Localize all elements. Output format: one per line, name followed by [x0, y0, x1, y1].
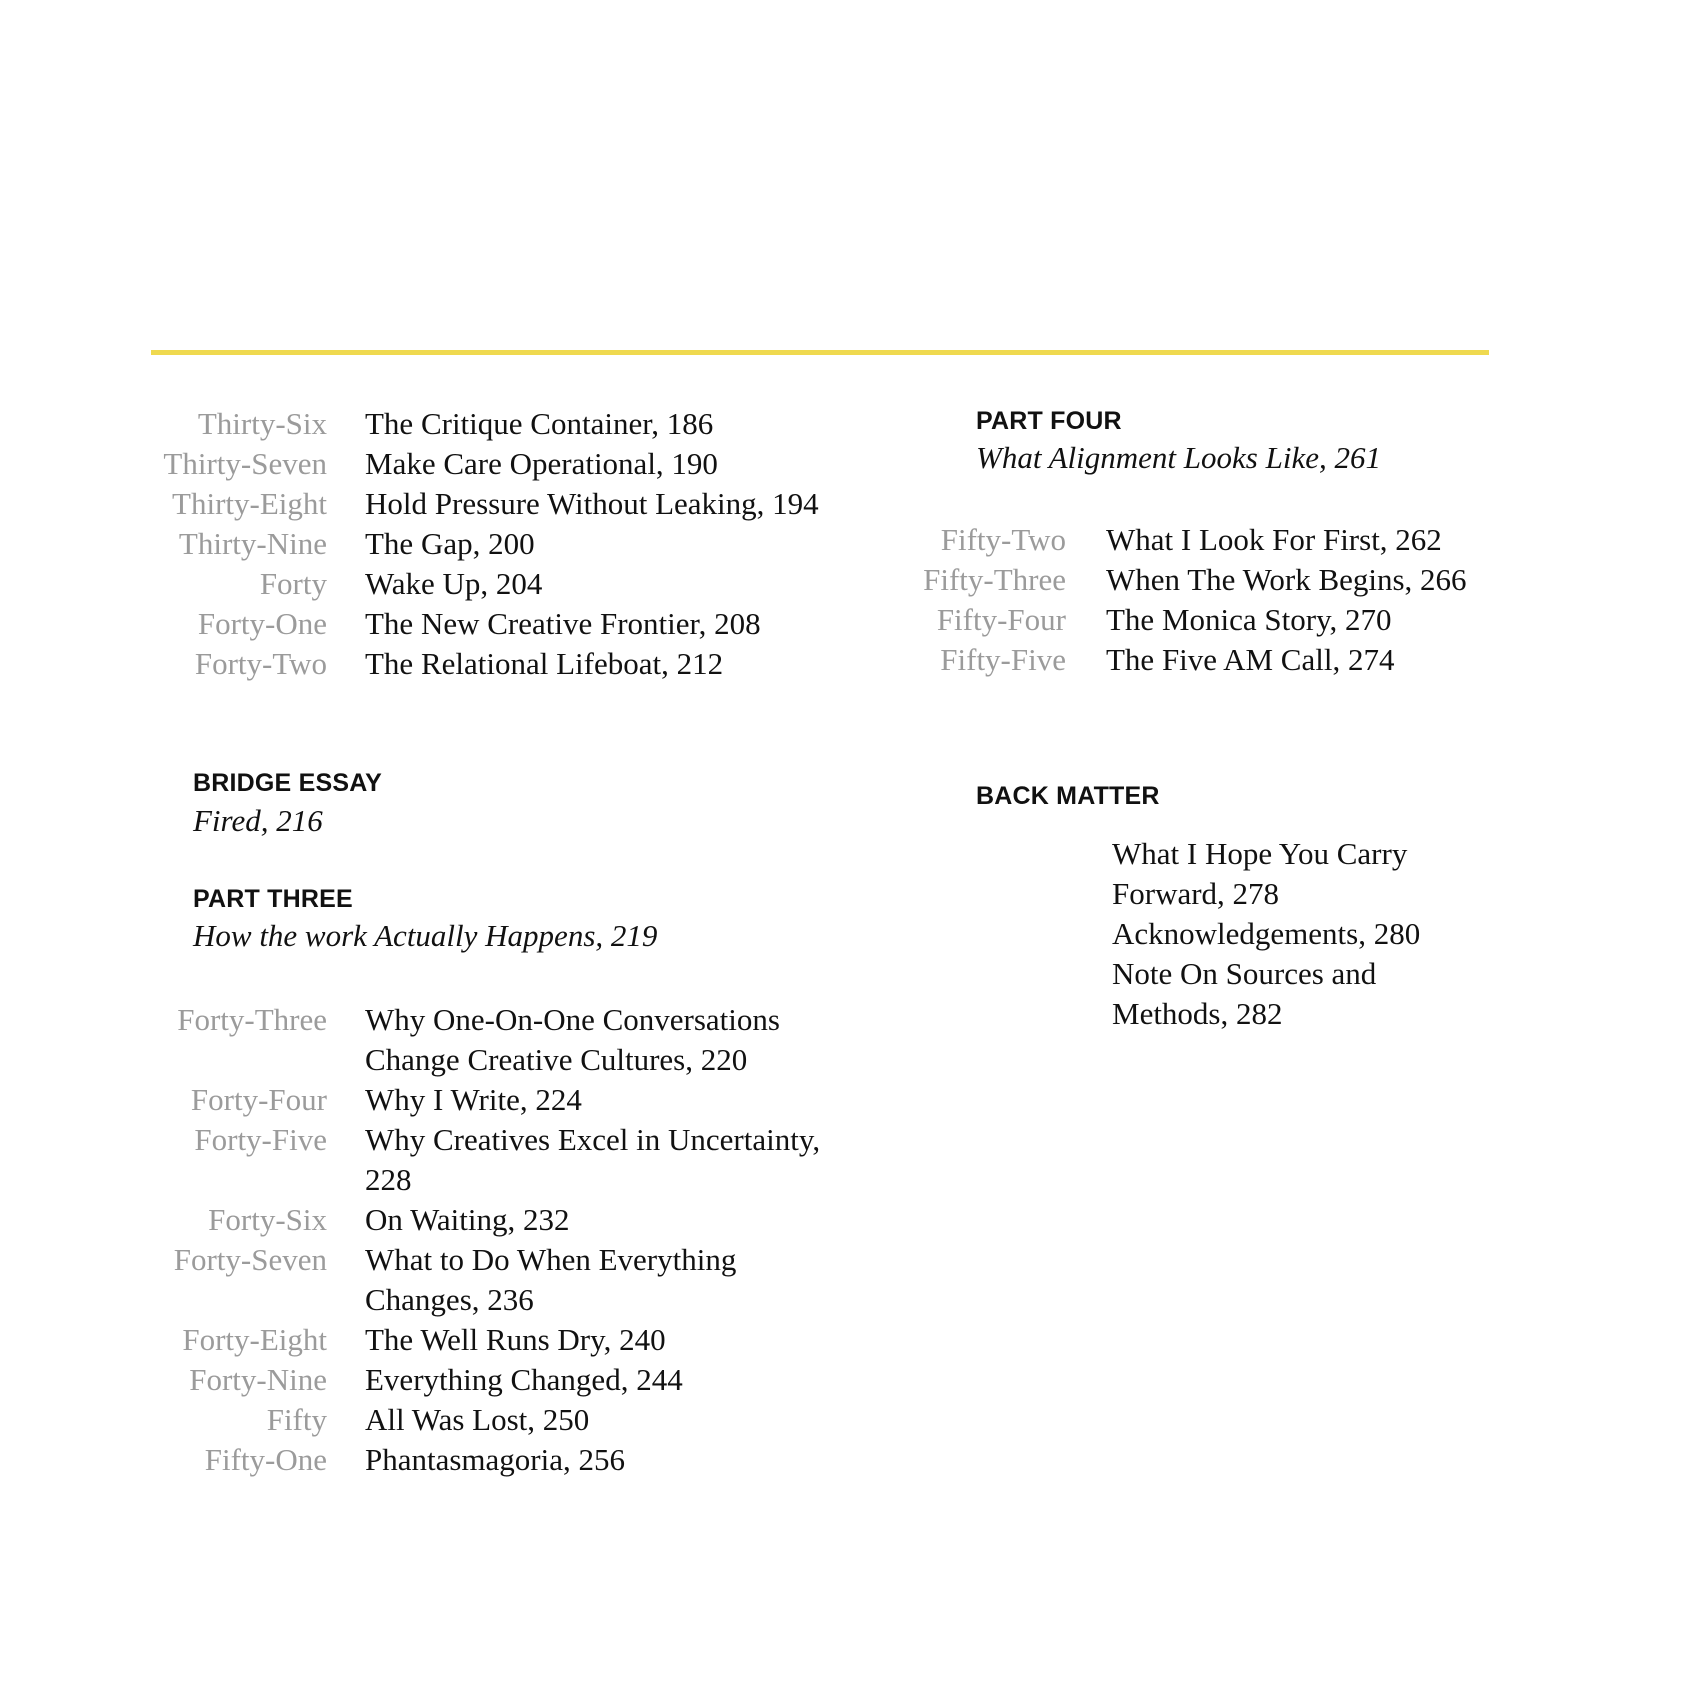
chapter-title: What I Look For First, 262 [1106, 522, 1442, 557]
entry-title: What I Hope You Carry Forward, 278 [1112, 836, 1408, 911]
toc-entry[interactable] [151, 444, 885, 484]
toc-entry[interactable] [151, 1400, 825, 1440]
bridge-essay-heading: BRIDGE ESSAY [193, 769, 383, 797]
toc-entry[interactable] [151, 1360, 825, 1400]
chapter-number: Thirty-Eight [172, 486, 327, 521]
toc-entry[interactable] [151, 644, 885, 684]
chapter-title: Everything Changed, 244 [365, 1362, 683, 1397]
chapter-title: The Gap, 200 [365, 526, 535, 561]
toc-entry[interactable] [151, 604, 885, 644]
toc-entry[interactable] [151, 1200, 825, 1240]
toc-entry[interactable] [900, 640, 1526, 680]
chapter-number: Forty-Nine [189, 1362, 327, 1397]
chapter-number: Forty-Three [177, 1002, 327, 1037]
toc-entry[interactable] [151, 1320, 825, 1360]
chapter-title: All Was Lost, 250 [365, 1402, 590, 1437]
toc-entry[interactable] [1112, 954, 1452, 1034]
chapter-number: Forty-Five [194, 1122, 327, 1157]
chapter-number: Forty-One [197, 606, 327, 641]
part-four-subtitle[interactable]: What Alignment Looks Like, 261 [976, 440, 1381, 475]
toc-entry[interactable] [900, 600, 1526, 640]
chapter-number: Thirty-Six [197, 406, 327, 441]
chapter-title: The New Creative Frontier, 208 [365, 606, 761, 641]
toc-list-part-three [151, 1000, 825, 1480]
chapter-number: Forty-Seven [173, 1242, 327, 1277]
chapter-number: Forty [259, 566, 327, 601]
chapter-number: Fifty-One [204, 1442, 327, 1477]
part-three-heading: PART THREE [193, 885, 353, 913]
toc-list-part-four [900, 520, 1526, 680]
chapter-number: Forty-Eight [182, 1322, 327, 1357]
chapter-number: Fifty [266, 1402, 327, 1437]
toc-list-back-matter [1112, 834, 1452, 1034]
entry-title: Note On Sources and Methods, 282 [1112, 956, 1377, 1031]
toc-entry[interactable] [1112, 834, 1452, 914]
part-four-heading: PART FOUR [976, 407, 1122, 435]
toc-entry[interactable] [151, 1080, 825, 1120]
toc-entry[interactable] [151, 1240, 825, 1320]
chapter-title: The Well Runs Dry, 240 [365, 1322, 666, 1357]
chapter-title: The Critique Container, 186 [365, 406, 714, 441]
chapter-number: Forty-Two [194, 646, 327, 681]
chapter-title: What to Do When Everything Changes, 236 [365, 1242, 737, 1317]
chapter-number: Fifty-Three [923, 562, 1066, 597]
toc-entry[interactable] [1112, 914, 1452, 954]
back-matter-heading: BACK MATTER [976, 782, 1160, 810]
yellow-divider-rule [151, 350, 1489, 355]
chapter-title: The Five AM Call, 274 [1106, 642, 1395, 677]
toc-list-part-continued [151, 404, 885, 684]
chapter-number: Thirty-Nine [178, 526, 327, 561]
toc-entry[interactable] [151, 524, 885, 564]
chapter-number: Forty-Four [190, 1082, 327, 1117]
chapter-title: Phantasmagoria, 256 [365, 1442, 626, 1477]
toc-entry[interactable] [151, 1440, 825, 1480]
chapter-title: The Relational Lifeboat, 212 [365, 646, 724, 681]
chapter-title: Make Care Operational, 190 [365, 446, 718, 481]
chapter-title: Why I Write, 224 [365, 1082, 582, 1117]
toc-entry[interactable] [151, 564, 885, 604]
chapter-title: When The Work Begins, 266 [1106, 562, 1467, 597]
chapter-number: Fifty-Four [936, 602, 1066, 637]
toc-entry[interactable] [151, 1120, 825, 1200]
toc-entry[interactable] [900, 560, 1526, 600]
chapter-title: On Waiting, 232 [365, 1202, 570, 1237]
chapter-number: Fifty-Two [940, 522, 1066, 557]
chapter-title: Hold Pressure Without Leaking, 194 [365, 486, 819, 521]
chapter-number: Thirty-Seven [163, 446, 327, 481]
chapter-title: Why Creatives Excel in Uncertainty, 228 [365, 1122, 821, 1197]
chapter-title: Why One-On-One Conversations Change Creative Cultures, 220 [365, 1002, 780, 1077]
toc-entry[interactable] [151, 484, 885, 524]
chapter-number: Fifty-Five [940, 642, 1066, 677]
chapter-title: Wake Up, 204 [365, 566, 543, 601]
part-three-subtitle[interactable]: How the work Actually Happens, 219 [193, 918, 658, 953]
toc-entry[interactable] [900, 520, 1526, 560]
chapter-number: Forty-Six [208, 1202, 327, 1237]
toc-entry[interactable] [151, 1000, 825, 1080]
bridge-essay-entry[interactable]: Fired, 216 [193, 803, 323, 838]
toc-entry[interactable] [151, 404, 885, 444]
entry-title: Acknowledgements, 280 [1112, 916, 1421, 951]
chapter-title: The Monica Story, 270 [1106, 602, 1392, 637]
